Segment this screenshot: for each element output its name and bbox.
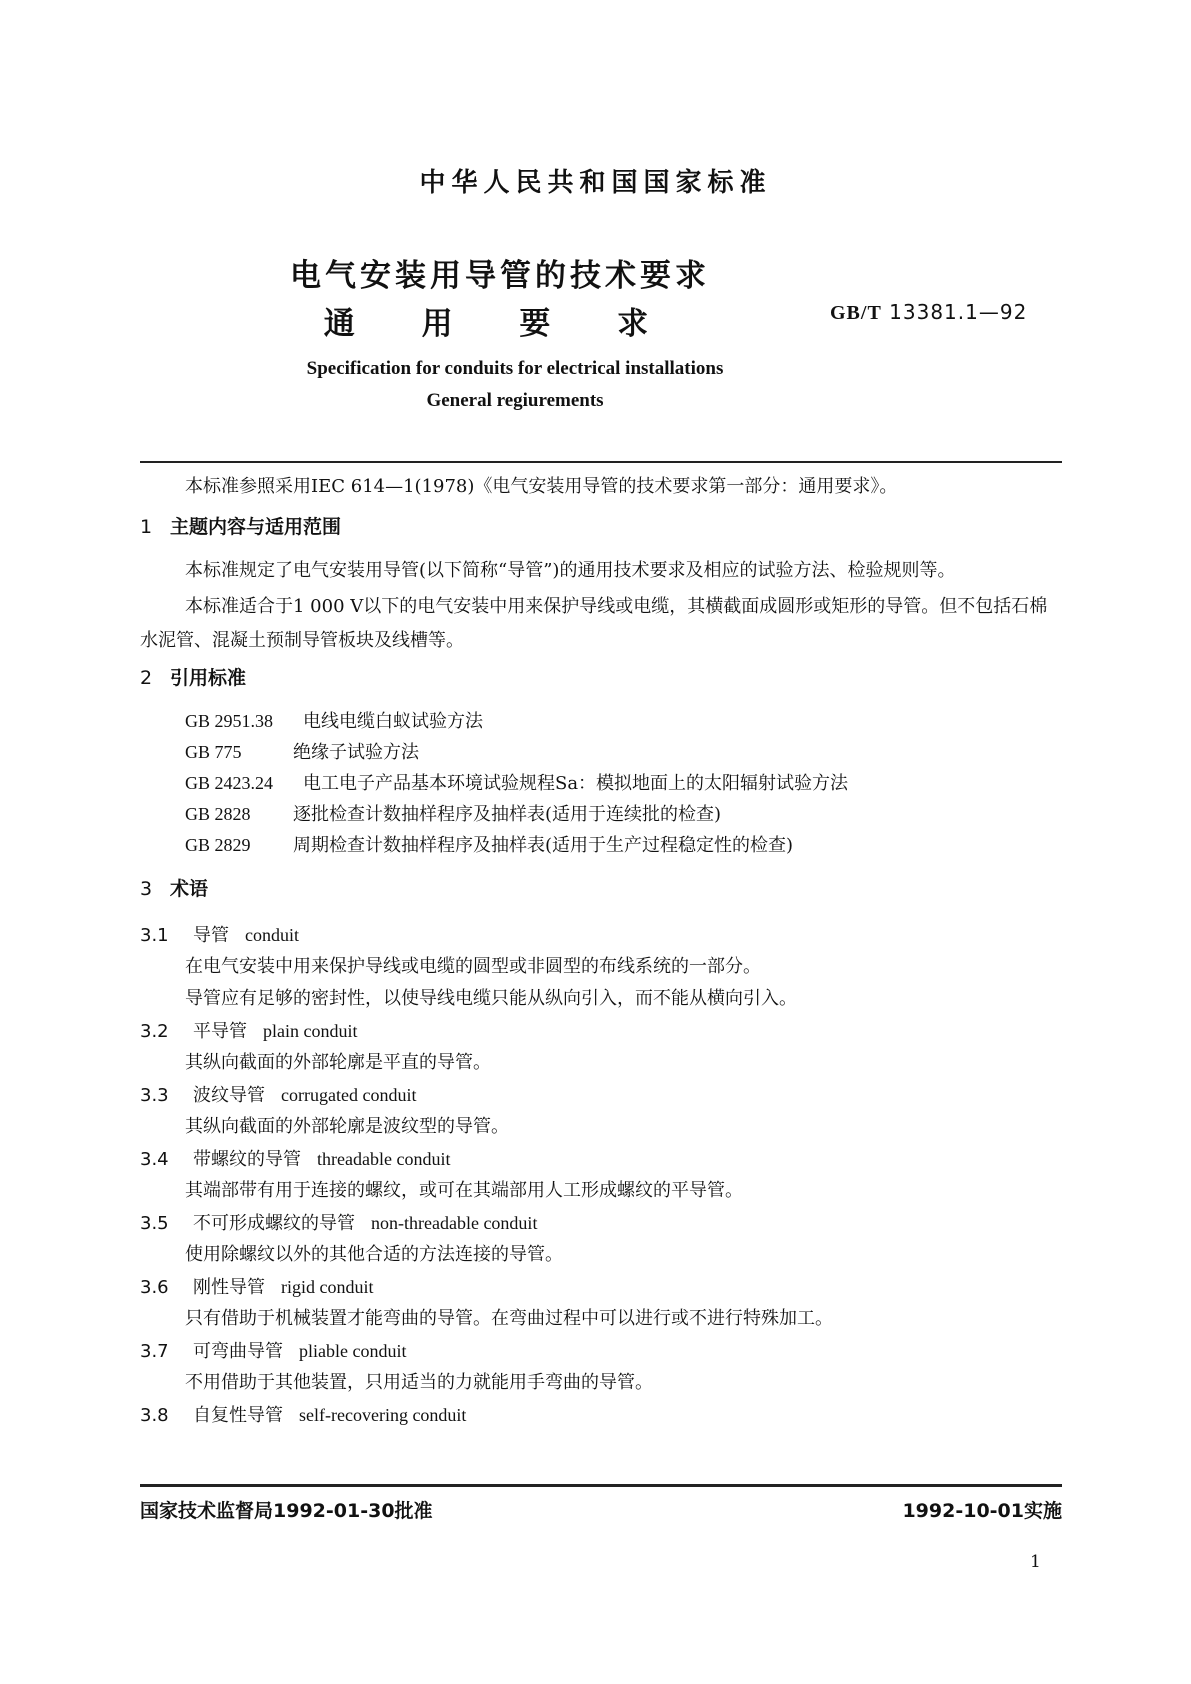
page-number: 1 xyxy=(1030,1552,1041,1572)
section-3-heading xyxy=(140,876,208,902)
english-subtitle: General regiurements xyxy=(426,390,604,411)
term-english: pliable conduit xyxy=(299,1341,407,1361)
reference-title: 逐批检查计数抽样程序及抽样表(适用于连续批的检查) xyxy=(293,804,722,825)
standard-code-number: 13381.1—92 xyxy=(889,300,1028,324)
reference-title: 绝缘子试验方法 xyxy=(293,742,419,763)
header-divider xyxy=(140,461,1062,463)
term-number: 3.2 xyxy=(140,1021,169,1042)
term-chinese: 平导管 xyxy=(193,1021,247,1042)
term-heading xyxy=(140,1210,537,1237)
term-heading xyxy=(140,1274,374,1301)
term-chinese: 导管 xyxy=(193,925,229,946)
reference-code: GB 2828 xyxy=(185,804,251,824)
standard-code xyxy=(830,300,1027,325)
section-1-paragraph-1: 本标准规定了电气安装用导管(以下简称“导管”)的通用技术要求及相应的试验方法、检验规则等。 xyxy=(185,560,956,581)
term-heading xyxy=(140,922,299,949)
reference-code: GB 2423.24 xyxy=(185,773,274,793)
term-heading xyxy=(140,1082,416,1109)
reference-code: GB 2829 xyxy=(185,835,251,855)
term-heading xyxy=(140,1018,357,1045)
term-chinese: 不可形成螺纹的导管 xyxy=(193,1213,355,1234)
term-number: 3.6 xyxy=(140,1277,169,1298)
term-english: non-threadable conduit xyxy=(371,1213,538,1233)
term-number: 3.5 xyxy=(140,1213,169,1234)
term-english: self-recovering conduit xyxy=(299,1405,467,1425)
term-number: 3.1 xyxy=(140,925,169,946)
term-chinese: 带螺纹的导管 xyxy=(193,1149,301,1170)
english-title: Specification for conduits for electrical installations xyxy=(306,358,724,379)
document-subtitle: 通 用 要 求 xyxy=(323,306,677,342)
term-chinese: 刚性导管 xyxy=(193,1277,265,1298)
standard-organization: 中华人民共和国国家标准 xyxy=(419,168,772,198)
reference-title: 周期检查计数抽样程序及抽样表(适用于生产过程稳定性的检查) xyxy=(293,835,794,856)
term-english: rigid conduit xyxy=(281,1277,374,1297)
term-number: 3.4 xyxy=(140,1149,169,1170)
term-number: 3.8 xyxy=(140,1405,169,1426)
section-3-title: 术语 xyxy=(170,878,209,900)
term-definition: 导管应有足够的密封性，以使导线电缆只能从纵向引入，而不能从横向引入。 xyxy=(185,988,797,1009)
term-definition: 只有借助于机械装置才能弯曲的导管。在弯曲过程中可以进行或不进行特殊加工。 xyxy=(185,1308,833,1329)
term-english: plain conduit xyxy=(263,1021,358,1041)
term-heading xyxy=(140,1338,406,1365)
term-definition: 其纵向截面的外部轮廓是波纹型的导管。 xyxy=(185,1116,509,1137)
reference-title: 电工电子产品基本环境试验规程Sa：模拟地面上的太阳辐射试验方法 xyxy=(303,773,849,794)
section-1-heading xyxy=(140,514,341,540)
term-definition: 其端部带有用于连接的螺纹，或可在其端部用人工形成螺纹的平导管。 xyxy=(185,1180,743,1201)
reference-code: GB 775 xyxy=(185,742,242,762)
term-english: conduit xyxy=(245,925,299,945)
section-1-title: 主题内容与适用范围 xyxy=(170,516,342,538)
section-1-number: 1 xyxy=(140,516,153,538)
term-definition: 不用借助于其他装置，只用适当的力就能用手弯曲的导管。 xyxy=(185,1372,653,1393)
effective-date: 1992-10-01实施 xyxy=(902,1500,1062,1522)
approval-note: 国家技术监督局1992-01-30批准 xyxy=(140,1500,433,1522)
term-definition: 其纵向截面的外部轮廓是平直的导管。 xyxy=(185,1052,491,1073)
section-2-title: 引用标准 xyxy=(170,667,247,689)
footer-divider xyxy=(140,1484,1062,1487)
term-chinese: 波纹导管 xyxy=(193,1085,265,1106)
intro-paragraph: 本标准参照采用IEC 614—1(1978)《电气安装用导管的技术要求第一部分：通用要求》。 xyxy=(185,476,898,497)
document-title: 电气安装用导管的技术要求 xyxy=(290,258,710,294)
reference-item xyxy=(185,832,793,859)
section-2-heading xyxy=(140,665,246,691)
reference-code: GB 2951.38 xyxy=(185,711,274,731)
term-definition: 在电气安装中用来保护导线或电缆的圆型或非圆型的布线系统的一部分。 xyxy=(185,956,761,977)
term-english: threadable conduit xyxy=(317,1149,451,1169)
term-number: 3.3 xyxy=(140,1085,169,1106)
section-2-number: 2 xyxy=(140,667,153,689)
term-chinese: 自复性导管 xyxy=(193,1405,283,1426)
term-number: 3.7 xyxy=(140,1341,169,1362)
reference-item xyxy=(185,708,483,735)
reference-title: 电线电缆白蚁试验方法 xyxy=(303,711,483,732)
term-english: corrugated conduit xyxy=(281,1085,417,1105)
reference-item xyxy=(185,739,419,766)
term-chinese: 可弯曲导管 xyxy=(193,1341,283,1362)
reference-item xyxy=(185,770,848,797)
section-1-paragraph-2: 本标准适合于1 000 V以下的电气安装中用来保护导线或电缆，其横截面成圆形或矩形的导管。但不包括石棉水泥管、混凝土预制导管板块及线槽等。 xyxy=(140,596,1048,651)
reference-item xyxy=(185,801,721,828)
term-definition: 使用除螺纹以外的其他合适的方法连接的导管。 xyxy=(185,1244,563,1265)
term-heading xyxy=(140,1402,466,1429)
term-heading xyxy=(140,1146,450,1173)
section-3-number: 3 xyxy=(140,878,153,900)
standard-code-prefix: GB/T xyxy=(830,302,882,324)
